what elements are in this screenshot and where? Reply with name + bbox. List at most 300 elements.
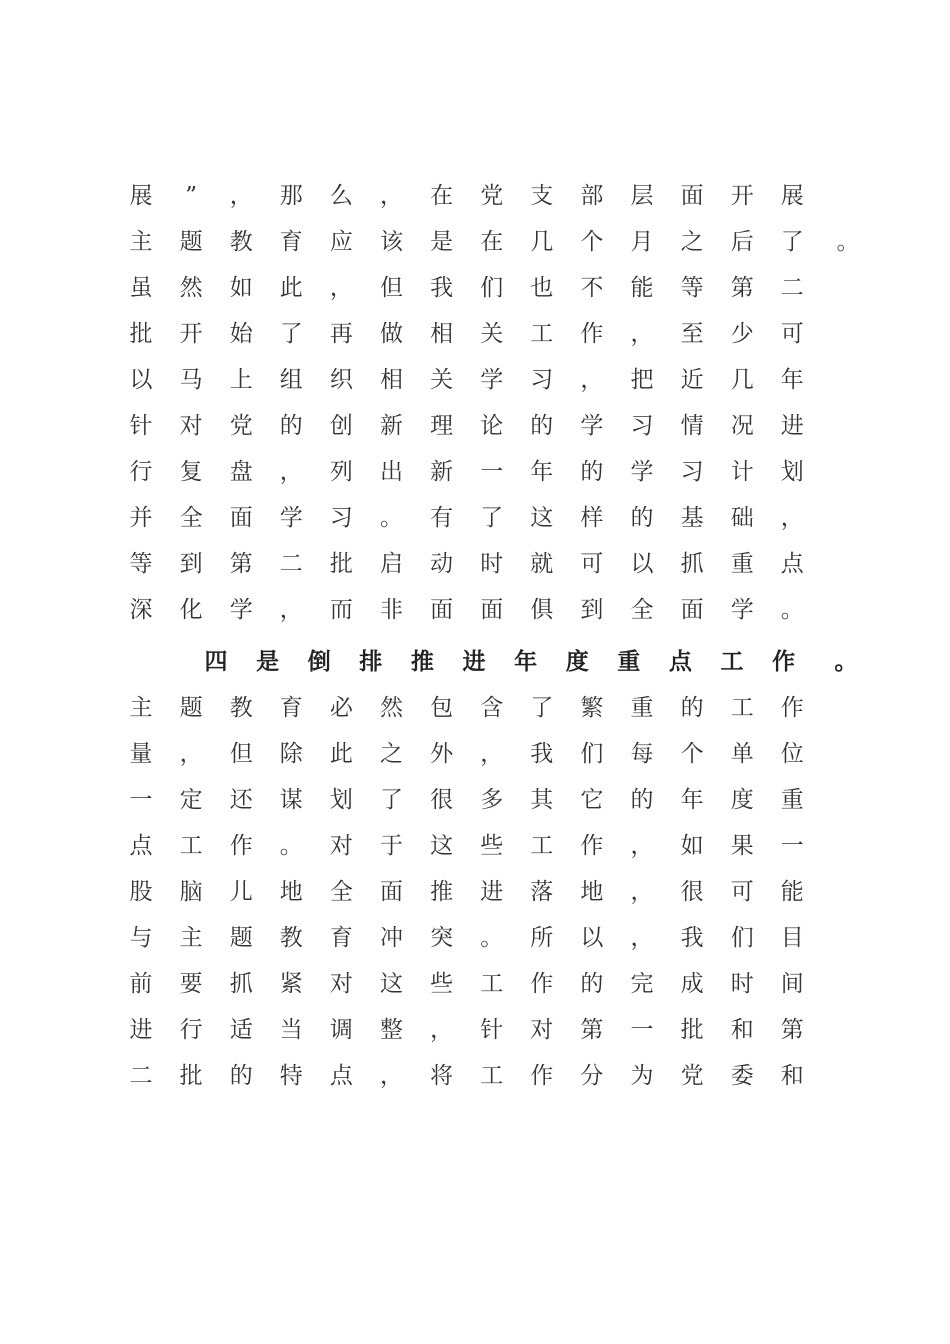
glyph: 进 bbox=[480, 879, 504, 905]
glyph: 以 bbox=[129, 367, 153, 393]
glyph: 整 bbox=[380, 1017, 403, 1043]
glyph: 党 bbox=[480, 183, 504, 209]
glyph: ， bbox=[780, 505, 804, 531]
glyph: 虽 bbox=[129, 275, 153, 301]
glyph: 个 bbox=[580, 229, 604, 255]
glyph: 量 bbox=[129, 741, 153, 767]
glyph: 推 bbox=[430, 879, 454, 905]
glyph: 针 bbox=[129, 413, 153, 439]
glyph: 第 bbox=[229, 551, 253, 577]
glyph: ， bbox=[229, 183, 253, 209]
glyph: 全 bbox=[630, 597, 654, 623]
text-line bbox=[0, 688, 950, 728]
glyph: 委 bbox=[730, 1063, 754, 1089]
glyph: 列 bbox=[329, 459, 353, 485]
glyph: 批 bbox=[129, 321, 153, 347]
glyph: 相 bbox=[430, 321, 454, 347]
glyph: 启 bbox=[380, 551, 403, 577]
glyph: 的 bbox=[680, 695, 704, 721]
glyph: 面 bbox=[430, 597, 454, 623]
glyph: 。 bbox=[780, 597, 804, 623]
glyph: 论 bbox=[480, 413, 504, 439]
glyph: 就 bbox=[530, 551, 554, 577]
glyph: 们 bbox=[480, 275, 504, 301]
glyph: 主 bbox=[179, 925, 203, 951]
glyph: 教 bbox=[229, 695, 253, 721]
glyph: 但 bbox=[229, 741, 253, 767]
glyph: 批 bbox=[329, 551, 353, 577]
glyph: 以 bbox=[580, 925, 604, 951]
glyph: 和 bbox=[730, 1017, 754, 1043]
glyph: 几 bbox=[530, 229, 554, 255]
text-line bbox=[0, 780, 950, 820]
glyph: 样 bbox=[580, 505, 604, 531]
glyph: 学 bbox=[580, 413, 604, 439]
glyph: 和 bbox=[780, 1063, 804, 1089]
glyph: 而 bbox=[329, 597, 353, 623]
glyph: 含 bbox=[480, 695, 504, 721]
glyph: 的 bbox=[279, 413, 303, 439]
text-line bbox=[0, 734, 950, 774]
glyph: 年 bbox=[530, 459, 554, 485]
glyph: 了 bbox=[480, 505, 504, 531]
glyph: 重 bbox=[730, 551, 754, 577]
glyph: 作 bbox=[772, 648, 796, 675]
glyph: 况 bbox=[730, 413, 754, 439]
glyph: 重 bbox=[780, 787, 804, 813]
glyph: 第 bbox=[580, 1017, 604, 1043]
glyph: 我 bbox=[680, 925, 704, 951]
text-line bbox=[0, 1010, 950, 1050]
glyph: 近 bbox=[680, 367, 704, 393]
glyph: 进 bbox=[129, 1017, 153, 1043]
glyph: 支 bbox=[530, 183, 554, 209]
glyph: 成 bbox=[680, 971, 704, 997]
text-line bbox=[0, 918, 950, 958]
glyph: 繁 bbox=[580, 695, 604, 721]
glyph: 点 bbox=[329, 1063, 353, 1089]
glyph: 二 bbox=[780, 275, 804, 301]
glyph: 果 bbox=[730, 833, 754, 859]
glyph: 倒 bbox=[307, 648, 331, 675]
glyph: 。 bbox=[836, 229, 860, 255]
glyph: 完 bbox=[630, 971, 654, 997]
glyph: 并 bbox=[129, 505, 153, 531]
glyph: 工 bbox=[480, 971, 504, 997]
glyph: 创 bbox=[329, 413, 353, 439]
glyph: 的 bbox=[630, 787, 654, 813]
glyph: 划 bbox=[780, 459, 804, 485]
glyph: 展 bbox=[129, 183, 153, 209]
glyph: 如 bbox=[229, 275, 253, 301]
glyph: 再 bbox=[329, 321, 353, 347]
glyph: 面 bbox=[229, 505, 253, 531]
glyph: 时 bbox=[730, 971, 754, 997]
glyph: ， bbox=[430, 1017, 454, 1043]
glyph: ， bbox=[380, 183, 403, 209]
glyph: 习 bbox=[530, 367, 554, 393]
glyph: 个 bbox=[680, 741, 704, 767]
section-heading bbox=[0, 642, 950, 682]
glyph: 它 bbox=[580, 787, 604, 813]
glyph: 开 bbox=[730, 183, 754, 209]
glyph: 面 bbox=[480, 597, 504, 623]
text-line bbox=[0, 268, 950, 308]
glyph: 重 bbox=[617, 648, 641, 675]
glyph: 该 bbox=[380, 229, 403, 255]
glyph: ， bbox=[329, 275, 353, 301]
glyph: ， bbox=[630, 925, 654, 951]
glyph: 。 bbox=[279, 833, 303, 859]
glyph: 习 bbox=[680, 459, 704, 485]
glyph: 作 bbox=[530, 971, 554, 997]
glyph: 所 bbox=[530, 925, 554, 951]
glyph: 年 bbox=[680, 787, 704, 813]
glyph: 的 bbox=[630, 505, 654, 531]
glyph: 突 bbox=[430, 925, 454, 951]
glyph: 教 bbox=[229, 229, 253, 255]
glyph: 地 bbox=[279, 879, 303, 905]
glyph: 间 bbox=[780, 971, 804, 997]
glyph: 也 bbox=[530, 275, 554, 301]
glyph: 组 bbox=[279, 367, 303, 393]
glyph: 但 bbox=[380, 275, 403, 301]
glyph: 应 bbox=[329, 229, 353, 255]
glyph: 习 bbox=[630, 413, 654, 439]
glyph: 于 bbox=[380, 833, 403, 859]
glyph: 习 bbox=[329, 505, 353, 531]
glyph: 等 bbox=[680, 275, 704, 301]
glyph: 这 bbox=[430, 833, 454, 859]
glyph: 工 bbox=[480, 1063, 504, 1089]
text-line bbox=[0, 406, 950, 446]
glyph: 抓 bbox=[680, 551, 704, 577]
glyph: 行 bbox=[129, 459, 153, 485]
glyph: 我 bbox=[530, 741, 554, 767]
text-line bbox=[0, 590, 950, 630]
glyph: 层 bbox=[630, 183, 654, 209]
glyph: 时 bbox=[480, 551, 504, 577]
glyph: 对 bbox=[329, 833, 353, 859]
glyph: 工 bbox=[179, 833, 203, 859]
glyph: 题 bbox=[229, 925, 253, 951]
glyph: 几 bbox=[730, 367, 754, 393]
glyph: 能 bbox=[630, 275, 654, 301]
glyph: 关 bbox=[480, 321, 504, 347]
glyph: 可 bbox=[730, 879, 754, 905]
glyph: 了 bbox=[380, 787, 403, 813]
glyph: 很 bbox=[680, 879, 704, 905]
glyph: 作 bbox=[580, 833, 604, 859]
glyph: 调 bbox=[329, 1017, 353, 1043]
glyph: 计 bbox=[730, 459, 754, 485]
text-line bbox=[0, 964, 950, 1004]
glyph: 这 bbox=[380, 971, 403, 997]
glyph: 们 bbox=[580, 741, 604, 767]
text-line bbox=[0, 1056, 950, 1096]
glyph: ， bbox=[480, 741, 504, 767]
glyph: 度 bbox=[730, 787, 754, 813]
glyph: 划 bbox=[329, 787, 353, 813]
glyph: 对 bbox=[179, 413, 203, 439]
glyph: 少 bbox=[730, 321, 754, 347]
glyph: 面 bbox=[380, 879, 403, 905]
glyph: 单 bbox=[730, 741, 754, 767]
glyph: 抓 bbox=[229, 971, 253, 997]
glyph: 地 bbox=[580, 879, 604, 905]
text-line bbox=[0, 222, 950, 262]
glyph: 育 bbox=[279, 229, 303, 255]
glyph: 们 bbox=[730, 925, 754, 951]
glyph: 之 bbox=[380, 741, 403, 767]
glyph: 年 bbox=[514, 648, 538, 675]
glyph: 主 bbox=[129, 695, 153, 721]
glyph: 关 bbox=[430, 367, 454, 393]
glyph: 基 bbox=[680, 505, 704, 531]
glyph: 针 bbox=[480, 1017, 504, 1043]
glyph: 学 bbox=[480, 367, 504, 393]
glyph: 。 bbox=[380, 505, 403, 531]
glyph: 育 bbox=[279, 695, 303, 721]
glyph: 可 bbox=[580, 551, 604, 577]
glyph: 盘 bbox=[229, 459, 253, 485]
glyph: 很 bbox=[430, 787, 454, 813]
glyph: 包 bbox=[430, 695, 454, 721]
glyph: 相 bbox=[380, 367, 403, 393]
glyph: 是 bbox=[430, 229, 454, 255]
glyph: 四 bbox=[204, 648, 228, 675]
glyph: 之 bbox=[680, 229, 704, 255]
glyph: 党 bbox=[229, 413, 253, 439]
glyph: 一 bbox=[129, 787, 153, 813]
glyph: 到 bbox=[179, 551, 203, 577]
glyph: 进 bbox=[780, 413, 804, 439]
glyph: 每 bbox=[630, 741, 654, 767]
glyph: 俱 bbox=[530, 597, 554, 623]
glyph: ， bbox=[580, 367, 604, 393]
glyph: 还 bbox=[229, 787, 253, 813]
glyph: ” bbox=[185, 183, 197, 209]
glyph: 做 bbox=[380, 321, 403, 347]
glyph: 全 bbox=[329, 879, 353, 905]
glyph: 动 bbox=[430, 551, 454, 577]
glyph: 点 bbox=[780, 551, 804, 577]
glyph: ， bbox=[279, 597, 303, 623]
glyph: 础 bbox=[730, 505, 754, 531]
glyph: 一 bbox=[630, 1017, 654, 1043]
glyph: 批 bbox=[680, 1017, 704, 1043]
glyph: 非 bbox=[380, 597, 403, 623]
glyph: ， bbox=[380, 1063, 403, 1089]
glyph: 谋 bbox=[279, 787, 303, 813]
glyph: 的 bbox=[530, 413, 554, 439]
glyph: 。 bbox=[834, 648, 858, 675]
glyph: 此 bbox=[279, 275, 303, 301]
glyph: 上 bbox=[229, 367, 253, 393]
glyph: 后 bbox=[730, 229, 754, 255]
glyph: 点 bbox=[129, 833, 153, 859]
glyph: 那 bbox=[279, 183, 303, 209]
glyph: 部 bbox=[580, 183, 604, 209]
glyph: 。 bbox=[480, 925, 504, 951]
glyph: 么 bbox=[329, 183, 353, 209]
glyph: 一 bbox=[780, 833, 804, 859]
glyph: 然 bbox=[380, 695, 403, 721]
glyph: 作 bbox=[229, 833, 253, 859]
glyph: 为 bbox=[630, 1063, 654, 1089]
glyph: 能 bbox=[780, 879, 804, 905]
glyph: 始 bbox=[229, 321, 253, 347]
glyph: 推 bbox=[410, 648, 434, 675]
glyph: ， bbox=[279, 459, 303, 485]
text-line bbox=[0, 452, 950, 492]
glyph: 复 bbox=[179, 459, 203, 485]
glyph: 定 bbox=[179, 787, 203, 813]
glyph: 适 bbox=[229, 1017, 253, 1043]
glyph: 开 bbox=[179, 321, 203, 347]
glyph: 必 bbox=[329, 695, 353, 721]
glyph: 在 bbox=[480, 229, 504, 255]
glyph: 把 bbox=[630, 367, 654, 393]
glyph: 冲 bbox=[380, 925, 403, 951]
glyph: 些 bbox=[480, 833, 504, 859]
glyph: 重 bbox=[630, 695, 654, 721]
glyph: 不 bbox=[580, 275, 604, 301]
glyph: 目 bbox=[780, 925, 804, 951]
glyph: 教 bbox=[279, 925, 303, 951]
glyph: 点 bbox=[668, 648, 692, 675]
glyph: 育 bbox=[329, 925, 353, 951]
glyph: 题 bbox=[179, 229, 203, 255]
glyph: 进 bbox=[462, 648, 486, 675]
glyph: 我 bbox=[430, 275, 454, 301]
glyph: 落 bbox=[530, 879, 554, 905]
glyph: 新 bbox=[380, 413, 403, 439]
glyph: 些 bbox=[430, 971, 454, 997]
glyph: 作 bbox=[580, 321, 604, 347]
glyph: 马 bbox=[179, 367, 203, 393]
glyph: 学 bbox=[730, 597, 754, 623]
glyph: 此 bbox=[329, 741, 353, 767]
glyph: 排 bbox=[359, 648, 383, 675]
glyph: 理 bbox=[430, 413, 454, 439]
glyph: 工 bbox=[530, 833, 554, 859]
glyph: 紧 bbox=[279, 971, 303, 997]
glyph: 除 bbox=[279, 741, 303, 767]
text-line bbox=[0, 872, 950, 912]
glyph: 度 bbox=[565, 648, 589, 675]
glyph: 工 bbox=[720, 648, 744, 675]
glyph: 对 bbox=[530, 1017, 554, 1043]
glyph: 年 bbox=[780, 367, 804, 393]
glyph: 当 bbox=[279, 1017, 303, 1043]
glyph: 情 bbox=[680, 413, 704, 439]
glyph: ， bbox=[630, 321, 654, 347]
glyph: 的 bbox=[580, 971, 604, 997]
glyph: 这 bbox=[530, 505, 554, 531]
glyph: 批 bbox=[179, 1063, 203, 1089]
glyph: 将 bbox=[430, 1063, 454, 1089]
glyph: 在 bbox=[430, 183, 454, 209]
glyph: 的 bbox=[580, 459, 604, 485]
text-line bbox=[0, 176, 950, 216]
glyph: 二 bbox=[279, 551, 303, 577]
glyph: 股 bbox=[129, 879, 153, 905]
glyph: 织 bbox=[329, 367, 353, 393]
glyph: 到 bbox=[580, 597, 604, 623]
glyph: 学 bbox=[229, 597, 253, 623]
glyph: 全 bbox=[179, 505, 203, 531]
glyph: 脑 bbox=[179, 879, 203, 905]
glyph: 是 bbox=[256, 648, 280, 675]
glyph: 的 bbox=[229, 1063, 253, 1089]
glyph: 学 bbox=[279, 505, 303, 531]
glyph: 工 bbox=[530, 321, 554, 347]
glyph: 展 bbox=[780, 183, 804, 209]
glyph: 了 bbox=[279, 321, 303, 347]
text-line bbox=[0, 360, 950, 400]
glyph: ， bbox=[179, 741, 203, 767]
glyph: ， bbox=[630, 833, 654, 859]
glyph: 面 bbox=[680, 183, 704, 209]
glyph: 一 bbox=[480, 459, 504, 485]
glyph: 题 bbox=[179, 695, 203, 721]
glyph: 了 bbox=[780, 229, 804, 255]
glyph: 然 bbox=[179, 275, 203, 301]
glyph: 其 bbox=[530, 787, 554, 813]
glyph: 特 bbox=[279, 1063, 303, 1089]
glyph: 作 bbox=[780, 695, 804, 721]
text-line bbox=[0, 314, 950, 354]
glyph: 可 bbox=[780, 321, 804, 347]
glyph: 外 bbox=[430, 741, 454, 767]
glyph: 主 bbox=[129, 229, 153, 255]
glyph: 有 bbox=[430, 505, 454, 531]
glyph: 要 bbox=[179, 971, 203, 997]
glyph: 新 bbox=[430, 459, 454, 485]
glyph: 前 bbox=[129, 971, 153, 997]
glyph: 对 bbox=[329, 971, 353, 997]
glyph: 儿 bbox=[229, 879, 253, 905]
glyph: 出 bbox=[380, 459, 403, 485]
glyph: 等 bbox=[129, 551, 153, 577]
glyph: 化 bbox=[179, 597, 203, 623]
glyph: 面 bbox=[680, 597, 704, 623]
text-line bbox=[0, 498, 950, 538]
glyph: 与 bbox=[129, 925, 153, 951]
glyph: 行 bbox=[179, 1017, 203, 1043]
glyph: 第 bbox=[780, 1017, 804, 1043]
glyph: ， bbox=[630, 879, 654, 905]
glyph: 了 bbox=[530, 695, 554, 721]
glyph: 多 bbox=[480, 787, 504, 813]
text-line bbox=[0, 544, 950, 584]
glyph: 作 bbox=[530, 1063, 554, 1089]
glyph: 深 bbox=[129, 597, 153, 623]
glyph: 党 bbox=[680, 1063, 704, 1089]
glyph: 工 bbox=[730, 695, 754, 721]
glyph: 如 bbox=[680, 833, 704, 859]
glyph: 分 bbox=[580, 1063, 604, 1089]
glyph: 至 bbox=[680, 321, 704, 347]
glyph: 月 bbox=[630, 229, 654, 255]
glyph: 二 bbox=[129, 1063, 153, 1089]
glyph: 以 bbox=[630, 551, 654, 577]
glyph: 第 bbox=[730, 275, 754, 301]
glyph: 学 bbox=[630, 459, 654, 485]
text-line bbox=[0, 826, 950, 866]
glyph: 位 bbox=[780, 741, 804, 767]
